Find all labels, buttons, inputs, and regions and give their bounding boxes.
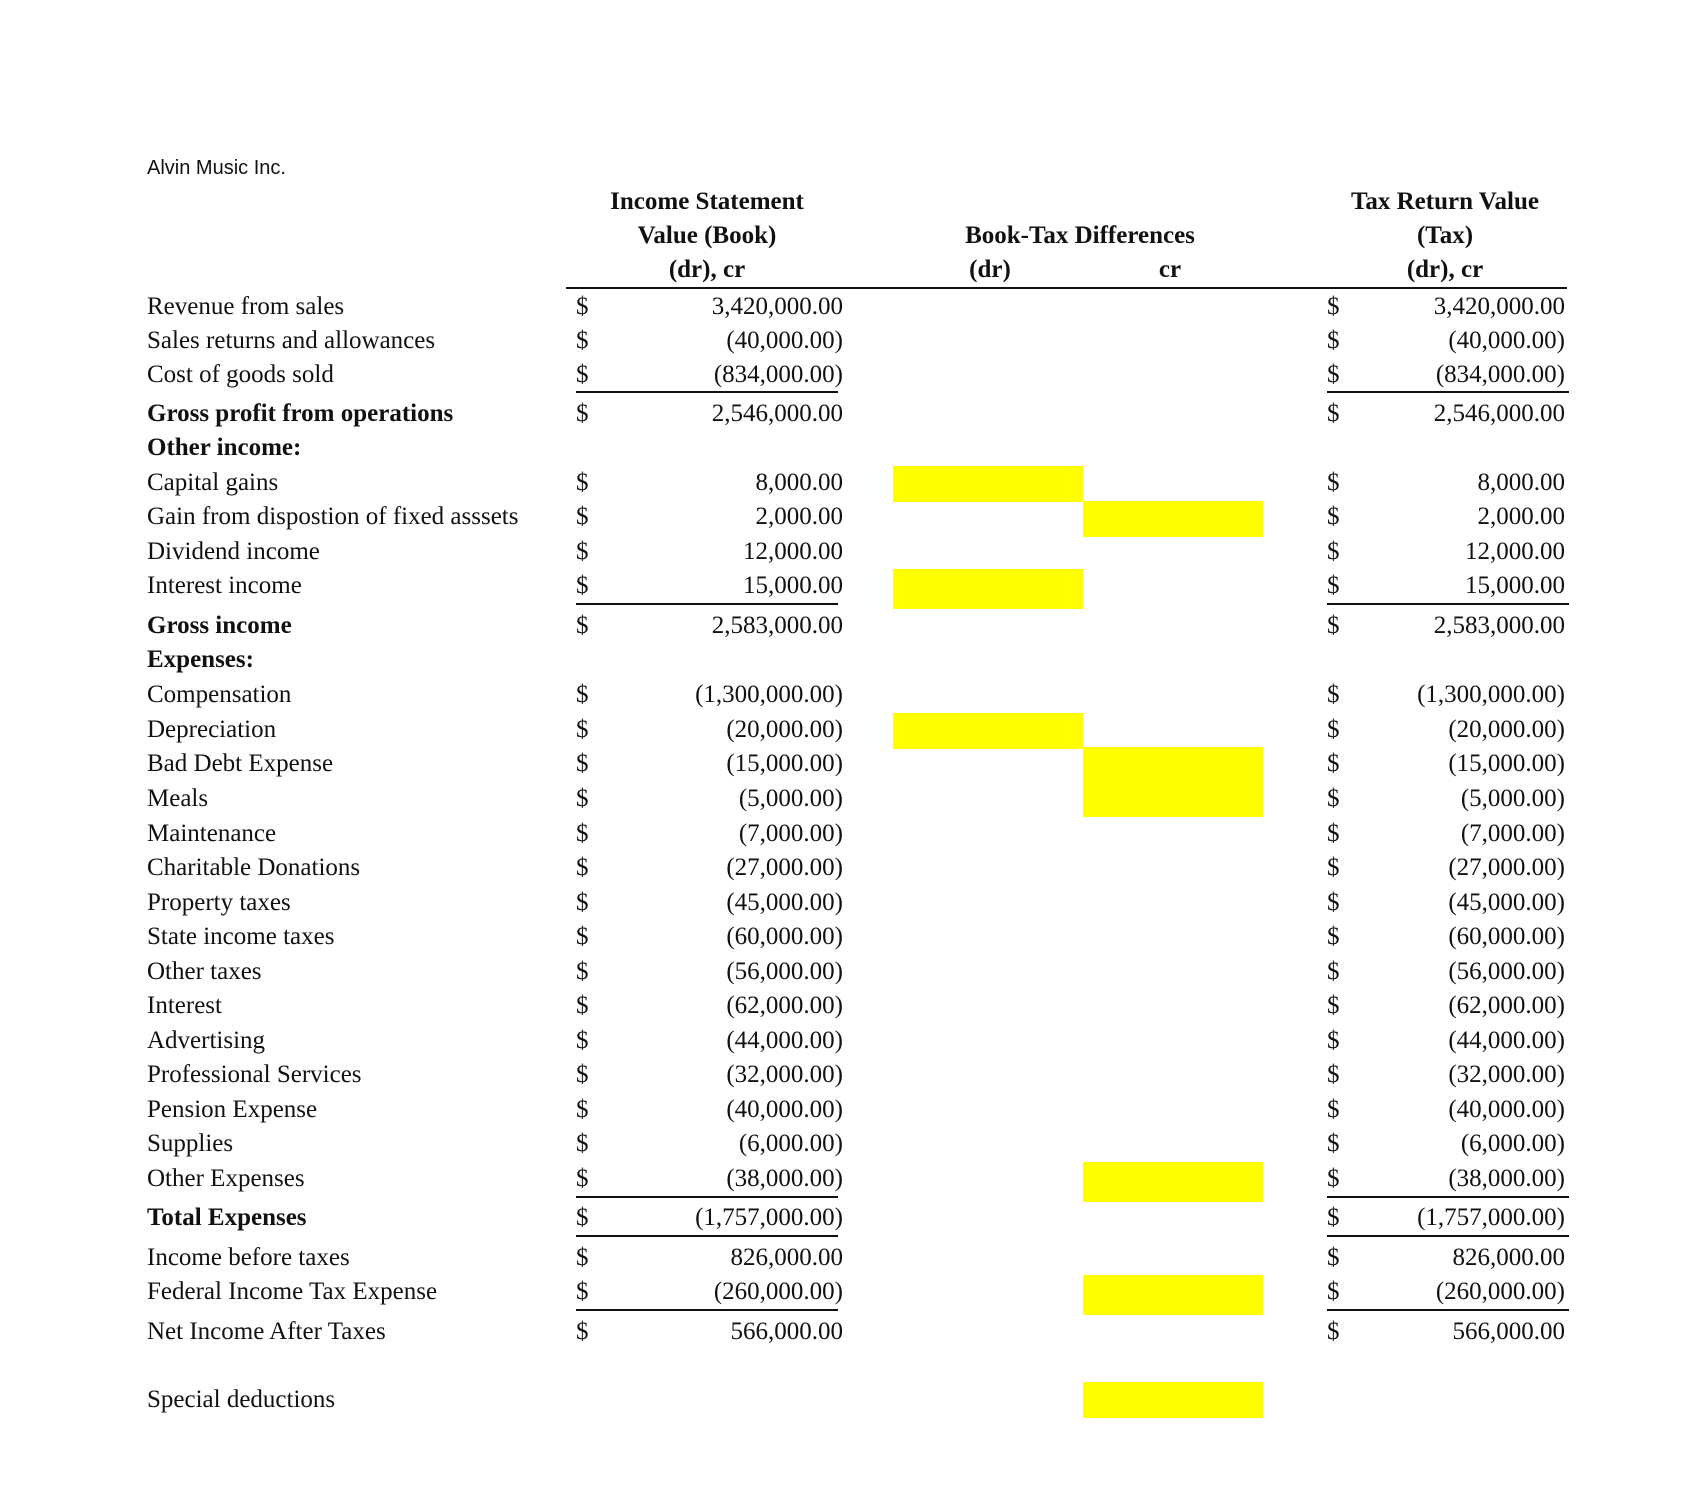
tax-value: 826,000.00 — [1452, 1244, 1565, 1271]
table-row — [0, 1127, 1698, 1161]
currency-symbol: $ — [576, 503, 589, 530]
currency-symbol: $ — [1327, 469, 1340, 496]
table-row — [0, 358, 1698, 392]
currency-symbol: $ — [1327, 681, 1340, 708]
book-header-line-1: Income Statement — [610, 188, 804, 215]
currency-symbol: $ — [1327, 992, 1340, 1019]
currency-symbol: $ — [576, 293, 589, 320]
currency-symbol: $ — [576, 1061, 589, 1088]
section-heading — [0, 431, 1698, 465]
currency-symbol: $ — [1327, 820, 1340, 847]
currency-symbol: $ — [1327, 1061, 1340, 1088]
tax-value: 15,000.00 — [1465, 572, 1565, 599]
book-value: (7,000.00) — [738, 820, 843, 847]
table-row — [0, 713, 1698, 747]
tax-value: 8,000.00 — [1477, 469, 1565, 496]
btd-cr-header: cr — [1158, 256, 1182, 283]
table-row — [0, 886, 1698, 920]
row-label: Meals — [147, 785, 209, 812]
book-value: (44,000.00) — [726, 1027, 843, 1054]
book-value: (40,000.00) — [726, 327, 843, 354]
book-value: 2,583,000.00 — [711, 612, 843, 639]
book-value: (40,000.00) — [726, 1096, 843, 1123]
tax-value: (260,000.00) — [1435, 1278, 1565, 1305]
row-label: Revenue from sales — [147, 293, 345, 320]
table-row — [0, 324, 1698, 358]
subtotal-line — [1327, 1235, 1569, 1237]
tax-value: (15,000.00) — [1448, 750, 1565, 777]
currency-symbol: $ — [1327, 958, 1340, 985]
book-value: 3,420,000.00 — [711, 293, 843, 320]
tax-value: 2,000.00 — [1477, 503, 1565, 530]
table-row — [0, 1058, 1698, 1092]
currency-symbol: $ — [1327, 1244, 1340, 1271]
row-label: Net Income After Taxes — [147, 1318, 386, 1345]
section-heading — [0, 643, 1698, 677]
row-label: Expenses: — [147, 646, 254, 673]
row-label: Property taxes — [147, 889, 291, 916]
row-label: Depreciation — [147, 716, 277, 743]
currency-symbol: $ — [1327, 1318, 1340, 1345]
row-label: Special deductions — [147, 1386, 336, 1413]
tax-column-header — [1320, 185, 1570, 287]
currency-symbol: $ — [576, 400, 589, 427]
row-label: Charitable Donations — [147, 854, 361, 881]
table-row — [0, 782, 1698, 816]
row-label: Professional Services — [147, 1061, 362, 1088]
row-label: Capital gains — [147, 469, 279, 496]
book-header-line-2: Value (Book) — [637, 222, 777, 249]
row-label: Maintenance — [147, 820, 277, 847]
currency-symbol: $ — [576, 1096, 589, 1123]
book-value: (56,000.00) — [726, 958, 843, 985]
currency-symbol: $ — [576, 716, 589, 743]
currency-symbol: $ — [1327, 400, 1340, 427]
currency-symbol: $ — [1327, 538, 1340, 565]
currency-symbol: $ — [1327, 1278, 1340, 1305]
table-row — [0, 1315, 1698, 1349]
currency-symbol: $ — [576, 1027, 589, 1054]
row-label: Other Expenses — [147, 1165, 305, 1192]
currency-symbol: $ — [1327, 612, 1340, 639]
table-row — [0, 1162, 1698, 1196]
table-row — [0, 678, 1698, 712]
book-value: (1,757,000.00) — [695, 1204, 843, 1231]
currency-symbol: $ — [1327, 1165, 1340, 1192]
currency-symbol: $ — [576, 889, 589, 916]
book-value: (1,300,000.00) — [695, 681, 843, 708]
tax-value: 12,000.00 — [1465, 538, 1565, 565]
tax-value: (7,000.00) — [1460, 820, 1565, 847]
tax-value: (56,000.00) — [1448, 958, 1565, 985]
table-row — [0, 500, 1698, 534]
tax-value: (32,000.00) — [1448, 1061, 1565, 1088]
table-row — [0, 1201, 1698, 1235]
row-label: Dividend income — [147, 538, 320, 565]
table-row — [0, 1383, 1698, 1417]
row-label: Cost of goods sold — [147, 361, 334, 388]
tax-header-line-3: (dr), cr — [1406, 256, 1484, 283]
currency-symbol: $ — [1327, 1027, 1340, 1054]
header-underline — [566, 287, 1567, 289]
currency-symbol: $ — [576, 1204, 589, 1231]
book-value: (62,000.00) — [726, 992, 843, 1019]
tax-value: (40,000.00) — [1448, 327, 1565, 354]
row-label: Advertising — [147, 1027, 266, 1054]
book-tax-differences-header: Book-Tax Differences — [965, 222, 1195, 249]
currency-symbol: $ — [1327, 854, 1340, 881]
table-row — [0, 466, 1698, 500]
row-label: Other income: — [147, 434, 302, 461]
currency-symbol: $ — [1327, 503, 1340, 530]
currency-symbol: $ — [1327, 361, 1340, 388]
currency-symbol: $ — [576, 958, 589, 985]
currency-symbol: $ — [576, 1165, 589, 1192]
tax-value: 3,420,000.00 — [1433, 293, 1565, 320]
table-row — [0, 397, 1698, 431]
book-value: (32,000.00) — [726, 1061, 843, 1088]
book-value: (45,000.00) — [726, 889, 843, 916]
table-row — [0, 747, 1698, 781]
row-label: Bad Debt Expense — [147, 750, 334, 777]
table-row — [0, 989, 1698, 1023]
currency-symbol: $ — [576, 1244, 589, 1271]
table-row — [0, 955, 1698, 989]
company-name: Alvin Music Inc. — [147, 157, 286, 179]
currency-symbol: $ — [576, 1318, 589, 1345]
tax-value: (45,000.00) — [1448, 889, 1565, 916]
row-label: Gross income — [147, 612, 292, 639]
tax-value: (27,000.00) — [1448, 854, 1565, 881]
currency-symbol: $ — [576, 854, 589, 881]
book-value: (60,000.00) — [726, 923, 843, 950]
subtotal-line — [576, 1235, 838, 1237]
table-row — [0, 817, 1698, 851]
row-label: Total Expenses — [147, 1204, 307, 1231]
book-value: (27,000.00) — [726, 854, 843, 881]
currency-symbol: $ — [576, 992, 589, 1019]
tax-value: (6,000.00) — [1460, 1130, 1565, 1157]
currency-symbol: $ — [576, 469, 589, 496]
tax-value: 566,000.00 — [1452, 1318, 1565, 1345]
book-value: 826,000.00 — [730, 1244, 843, 1271]
table-row — [0, 1093, 1698, 1127]
currency-symbol: $ — [576, 612, 589, 639]
table-row — [0, 920, 1698, 954]
currency-symbol: $ — [576, 681, 589, 708]
tax-value: 2,546,000.00 — [1433, 400, 1565, 427]
currency-symbol: $ — [1327, 1096, 1340, 1123]
row-label: Gain from dispostion of fixed asssets — [147, 503, 519, 530]
row-label: Income before taxes — [147, 1244, 350, 1271]
book-value: 566,000.00 — [730, 1318, 843, 1345]
subtotal-line — [1327, 391, 1569, 393]
currency-symbol: $ — [576, 750, 589, 777]
tax-value: (40,000.00) — [1448, 1096, 1565, 1123]
book-value: (15,000.00) — [726, 750, 843, 777]
subtotal-line — [1327, 603, 1569, 605]
book-value: (834,000.00) — [713, 361, 843, 388]
table-row — [0, 1024, 1698, 1058]
row-label: Pension Expense — [147, 1096, 318, 1123]
table-row — [0, 290, 1698, 324]
table-row — [0, 1275, 1698, 1309]
tax-header-line-2: (Tax) — [1416, 222, 1474, 249]
tax-value: (834,000.00) — [1435, 361, 1565, 388]
currency-symbol: $ — [1327, 785, 1340, 812]
row-label: State income taxes — [147, 923, 335, 950]
subtotal-line — [1327, 1309, 1569, 1311]
table-row — [0, 569, 1698, 603]
btd-dr-header: (dr) — [969, 256, 1011, 283]
row-label: Compensation — [147, 681, 292, 708]
book-value: (5,000.00) — [738, 785, 843, 812]
tax-value: (38,000.00) — [1448, 1165, 1565, 1192]
tax-value: (1,757,000.00) — [1417, 1204, 1565, 1231]
subtotal-line — [1327, 1196, 1569, 1198]
currency-symbol: $ — [1327, 923, 1340, 950]
currency-symbol: $ — [1327, 889, 1340, 916]
currency-symbol: $ — [576, 361, 589, 388]
currency-symbol: $ — [1327, 572, 1340, 599]
currency-symbol: $ — [576, 785, 589, 812]
currency-symbol: $ — [576, 820, 589, 847]
book-value: 12,000.00 — [743, 538, 843, 565]
subtotal-line — [576, 603, 838, 605]
tax-value: (5,000.00) — [1460, 785, 1565, 812]
tax-value: (20,000.00) — [1448, 716, 1565, 743]
row-label: Sales returns and allowances — [147, 327, 436, 354]
row-label: Interest income — [147, 572, 302, 599]
book-header-line-3: (dr), cr — [668, 256, 746, 283]
currency-symbol: $ — [576, 1278, 589, 1305]
book-value: 15,000.00 — [743, 572, 843, 599]
currency-symbol: $ — [576, 572, 589, 599]
currency-symbol: $ — [576, 538, 589, 565]
row-label: Supplies — [147, 1130, 234, 1157]
currency-symbol: $ — [1327, 750, 1340, 777]
book-column-header — [577, 185, 837, 287]
currency-symbol: $ — [576, 923, 589, 950]
row-label: Gross profit from operations — [147, 400, 454, 427]
tax-value: (1,300,000.00) — [1417, 681, 1565, 708]
row-label: Interest — [147, 992, 222, 1019]
table-row — [0, 851, 1698, 885]
table-row — [0, 535, 1698, 569]
book-value: (38,000.00) — [726, 1165, 843, 1192]
table-row — [0, 1241, 1698, 1275]
currency-symbol: $ — [1327, 1204, 1340, 1231]
currency-symbol: $ — [1327, 327, 1340, 354]
subtotal-line — [576, 1309, 838, 1311]
tax-value: (60,000.00) — [1448, 923, 1565, 950]
tax-value: (62,000.00) — [1448, 992, 1565, 1019]
book-value: (20,000.00) — [726, 716, 843, 743]
currency-symbol: $ — [1327, 1130, 1340, 1157]
book-value: 2,000.00 — [755, 503, 843, 530]
book-value: (6,000.00) — [738, 1130, 843, 1157]
currency-symbol: $ — [576, 327, 589, 354]
table-row — [0, 609, 1698, 643]
currency-symbol: $ — [1327, 716, 1340, 743]
currency-symbol: $ — [1327, 293, 1340, 320]
tax-header-line-1: Tax Return Value — [1350, 188, 1539, 215]
row-label: Federal Income Tax Expense — [147, 1278, 438, 1305]
book-value: 2,546,000.00 — [711, 400, 843, 427]
tax-value: (44,000.00) — [1448, 1027, 1565, 1054]
subtotal-line — [576, 1196, 838, 1198]
tax-value: 2,583,000.00 — [1433, 612, 1565, 639]
currency-symbol: $ — [576, 1130, 589, 1157]
row-label: Other taxes — [147, 958, 262, 985]
subtotal-line — [576, 391, 838, 393]
book-value: 8,000.00 — [755, 469, 843, 496]
book-value: (260,000.00) — [713, 1278, 843, 1305]
